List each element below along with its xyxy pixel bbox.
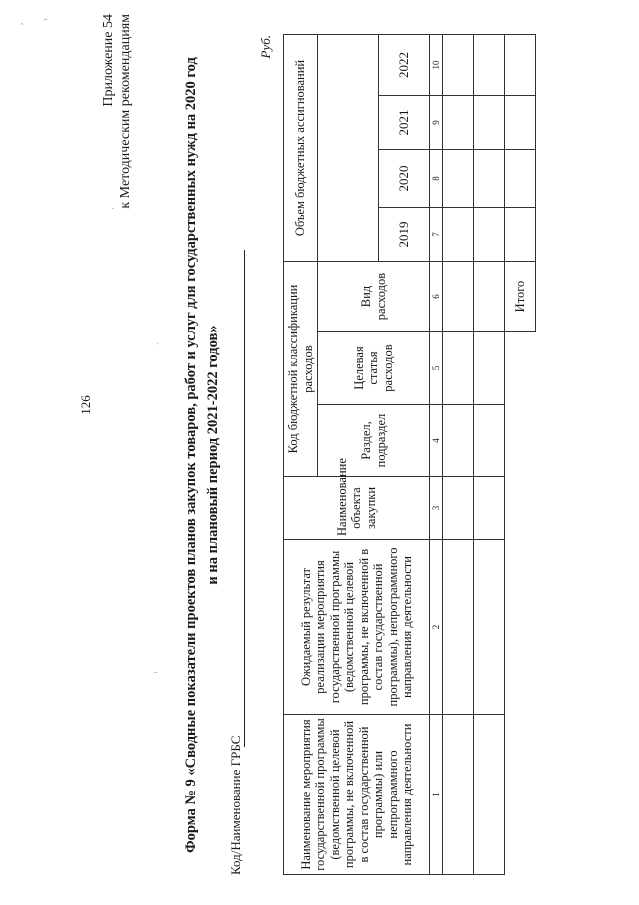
- table-cell[interactable]: [474, 208, 505, 262]
- procurement-summary-table: [283, 34, 536, 875]
- header-budget-classification: Код бюджетной классификации расходов: [284, 262, 318, 477]
- scan-speck: ·: [108, 207, 118, 210]
- table-cell[interactable]: [443, 477, 474, 540]
- column-number: 1: [430, 715, 443, 875]
- currency-unit: Руб.: [258, 35, 273, 59]
- table-cell[interactable]: [443, 405, 474, 477]
- appendix-note: [100, 14, 134, 334]
- form-title-line-1: Форма № 9 «Сводные показатели проектов планов закупок товаров, работ и услуг для государственных нужд на 2020 год: [183, 57, 199, 853]
- scan-speck: ,: [14, 22, 24, 25]
- table-cell[interactable]: [474, 715, 505, 875]
- scan-speck: ›: [40, 18, 50, 21]
- total-cell-2020[interactable]: [505, 150, 536, 208]
- table-cell[interactable]: [474, 35, 505, 96]
- grbs-label: Код/Наименование ГРБС: [228, 735, 243, 875]
- column-number: 2: [430, 540, 443, 715]
- header-procurement-object: Наименование объекта закупки: [284, 477, 430, 540]
- page-number: 126: [78, 395, 93, 415]
- column-number: 9: [430, 96, 443, 150]
- total-cell-2021[interactable]: [505, 96, 536, 150]
- total-blank: [505, 477, 536, 540]
- column-number: 8: [430, 150, 443, 208]
- column-number-row: [430, 35, 443, 875]
- form-title-line-2: и на плановый период 2021-2022 годов»: [205, 325, 221, 585]
- table-cell[interactable]: [443, 208, 474, 262]
- column-number: 6: [430, 262, 443, 332]
- header-expense-type: Вид расходов: [318, 262, 430, 332]
- grbs-fill-line: [244, 250, 245, 747]
- table-cell[interactable]: [474, 96, 505, 150]
- scan-speck: .: [150, 342, 160, 345]
- column-number: 5: [430, 332, 443, 405]
- header-activity-name: Наименование мероприятия государственной программы (ведомственной целевой программы, не включенной в состав государственной программы) или непрограммного направления деятельности: [284, 715, 430, 875]
- year-2019: 2019: [379, 208, 430, 262]
- form-title: [180, 35, 224, 875]
- table-cell[interactable]: [474, 332, 505, 405]
- table-cell[interactable]: [474, 540, 505, 715]
- header-section: Раздел, подраздел: [318, 405, 430, 477]
- total-blank: [505, 332, 536, 405]
- total-label: Итого: [505, 262, 536, 332]
- table-cell[interactable]: [474, 150, 505, 208]
- year-2020: 2020: [379, 150, 430, 208]
- table-cell[interactable]: [443, 715, 474, 875]
- total-cell-2019[interactable]: [505, 208, 536, 262]
- table-cell[interactable]: [443, 540, 474, 715]
- table-row: [474, 35, 505, 875]
- column-number: 4: [430, 405, 443, 477]
- year-2022: 2022: [379, 35, 430, 96]
- scan-speck: ᵢ: [148, 671, 158, 673]
- total-blank: [505, 540, 536, 715]
- table-cell[interactable]: [474, 262, 505, 332]
- table-cell[interactable]: [474, 477, 505, 540]
- column-number: 7: [430, 208, 443, 262]
- header-target-article: Целевая статья расходов: [318, 332, 430, 405]
- header-expected-result: Ожидаемый результат реализации мероприятия государственной программы (ведомственной целевой программы, не включенной в состав государственной программы), непрограммного направления деятельности: [284, 540, 430, 715]
- table-cell[interactable]: [474, 405, 505, 477]
- year-2021: 2021: [379, 96, 430, 150]
- appendix-line-2: к Методическим рекомендациям: [118, 14, 133, 209]
- total-blank: [505, 405, 536, 477]
- table-cell[interactable]: [443, 96, 474, 150]
- table-row: [443, 35, 474, 875]
- table-cell[interactable]: [443, 150, 474, 208]
- table-cell[interactable]: [443, 35, 474, 96]
- total-blank: [505, 715, 536, 875]
- column-number: 10: [430, 35, 443, 96]
- header-years-spacer: [318, 35, 379, 262]
- header-row-1: [284, 35, 318, 875]
- total-row: [505, 35, 536, 875]
- table-cell[interactable]: [443, 262, 474, 332]
- appendix-line-1: Приложение 54: [101, 14, 116, 107]
- column-number: 3: [430, 477, 443, 540]
- total-cell-2022[interactable]: [505, 35, 536, 96]
- header-budget-allocations: Объем бюджетных ассигнований: [284, 35, 318, 262]
- table-cell[interactable]: [443, 332, 474, 405]
